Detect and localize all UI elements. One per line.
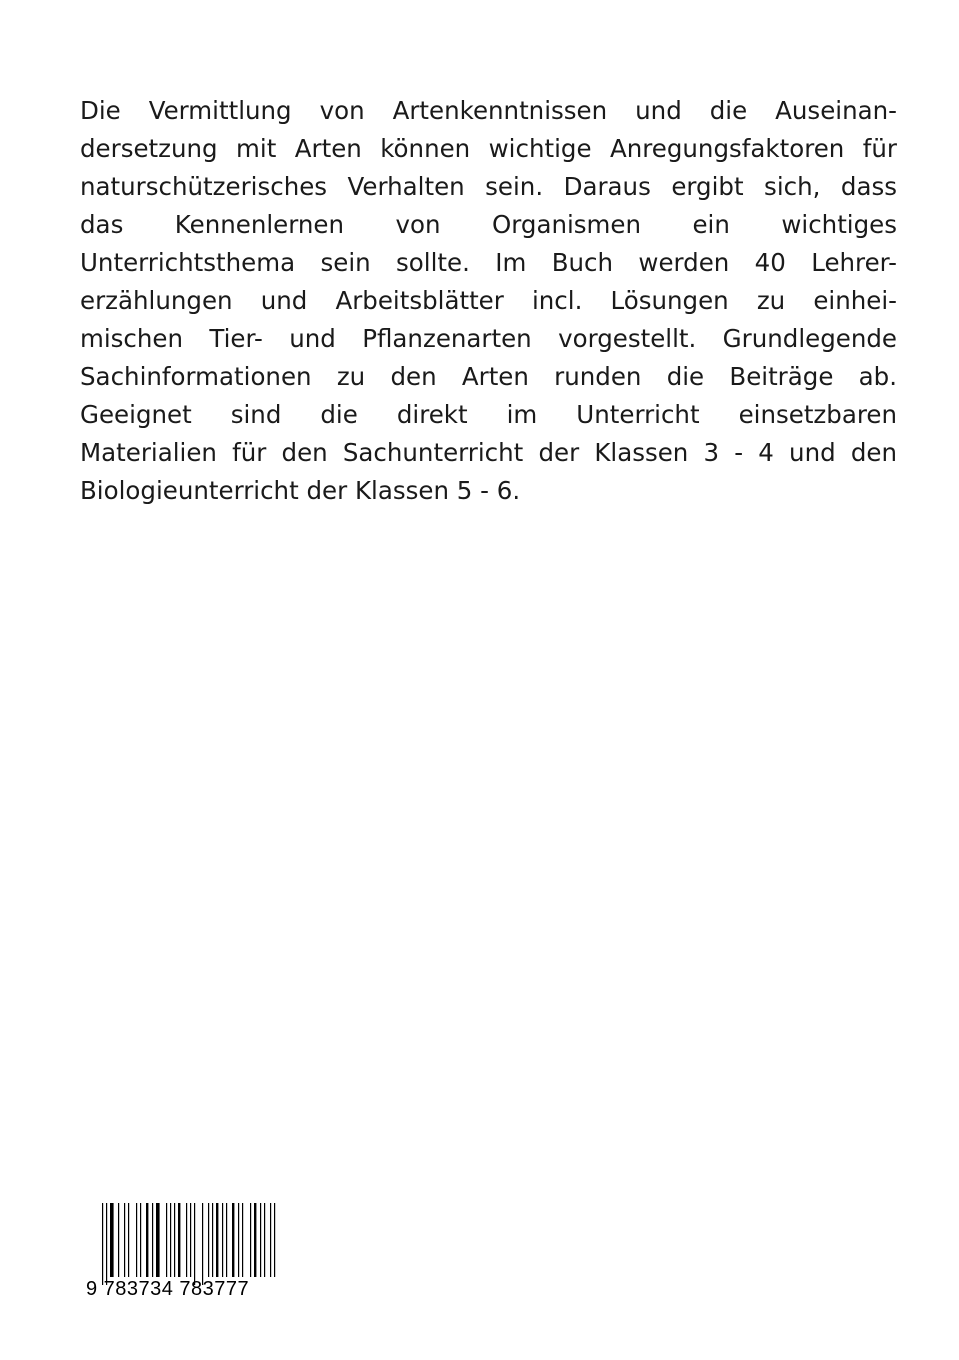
barcode-bar xyxy=(254,1203,256,1277)
barcode-bar xyxy=(146,1203,148,1277)
barcode-bar xyxy=(202,1203,203,1285)
barcode-number: 783734 783777 xyxy=(103,1278,250,1300)
blurb-line: Unterrichtsthema sein sollte. Im Buch werden 40 Lehrer- xyxy=(80,248,897,277)
barcode-bar xyxy=(232,1203,234,1277)
barcode-bar xyxy=(186,1203,187,1277)
blurb-line: Biologieunterricht der Klassen 5 - 6. xyxy=(80,476,521,505)
barcode-bar xyxy=(260,1203,261,1277)
back-cover-blurb xyxy=(80,92,897,510)
blurb-line: mischen Tier- und Pflanzenarten vorgestellt. Grundlegende xyxy=(80,324,897,353)
blurb-line: erzählungen und Arbeitsblätter incl. Lösungen zu einhei- xyxy=(80,286,897,315)
barcode-bar xyxy=(242,1203,243,1277)
blurb-line: Materialien für den Sachunterricht der Klassen 3 - 4 und den xyxy=(80,438,897,467)
barcode-bar xyxy=(118,1203,119,1277)
barcode-bar xyxy=(170,1203,171,1277)
blurb-line: das Kennenlernen von Organismen ein wichtiges xyxy=(80,210,897,239)
barcode-bar xyxy=(128,1203,129,1277)
barcode-bar xyxy=(208,1203,209,1277)
barcode-bar xyxy=(222,1203,223,1277)
barcode-bars xyxy=(96,1203,276,1285)
barcode-bar xyxy=(274,1203,275,1277)
barcode-bar xyxy=(106,1203,107,1285)
barcode-bar xyxy=(212,1203,213,1277)
barcode-bar xyxy=(216,1203,218,1277)
barcode-bar xyxy=(156,1203,160,1277)
barcode-bar xyxy=(194,1203,195,1285)
barcode-digits xyxy=(86,1278,249,1301)
blurb-line: naturschützerisches Verhalten sein. Daraus ergibt sich, dass xyxy=(80,172,897,201)
isbn-barcode xyxy=(86,1200,276,1300)
blurb-line: dersetzung mit Arten können wichtige Anregungsfaktoren für xyxy=(80,134,897,163)
barcode-bar xyxy=(270,1203,271,1277)
barcode-bar xyxy=(250,1203,251,1277)
barcode-bar xyxy=(124,1203,125,1277)
barcode-bar xyxy=(110,1203,114,1277)
barcode-bar xyxy=(166,1203,167,1277)
barcode-bar xyxy=(226,1203,227,1277)
barcode-bar xyxy=(190,1203,191,1277)
barcode-bar xyxy=(102,1203,103,1285)
barcode-bar xyxy=(178,1203,180,1277)
barcode-bar xyxy=(264,1203,265,1277)
barcode-bar xyxy=(238,1203,239,1277)
barcode-first-digit: 9 xyxy=(86,1278,98,1300)
barcode-bar xyxy=(136,1203,137,1277)
blurb-line: Die Vermittlung von Artenkenntnissen und die Auseinan- xyxy=(80,96,897,125)
blurb-line: Sachinformationen zu den Arten runden die Beiträge ab. xyxy=(80,362,897,391)
barcode-bar xyxy=(152,1203,153,1277)
barcode-bar xyxy=(174,1203,175,1277)
barcode-bar xyxy=(140,1203,141,1277)
blurb-line: Geeignet sind die direkt im Unterricht einsetzbaren xyxy=(80,400,897,429)
